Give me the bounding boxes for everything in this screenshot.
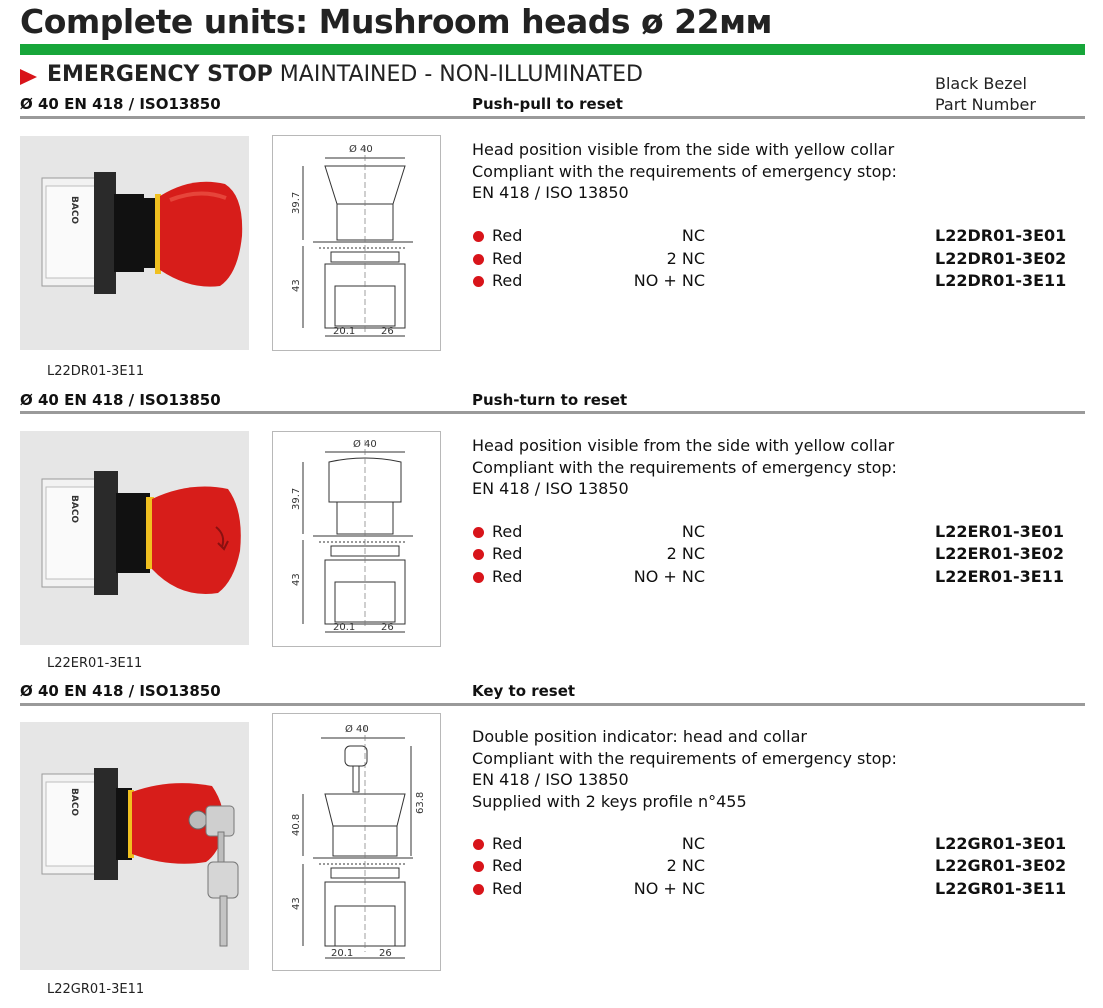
block-3-divider bbox=[20, 703, 1085, 706]
dim-diameter-label: Ø 40 bbox=[345, 724, 369, 735]
description-line: Compliant with the requirements of emergency stop: bbox=[472, 161, 897, 181]
block-1-description bbox=[472, 139, 897, 204]
color-name: Red bbox=[492, 249, 523, 268]
dim-body-height-label: 43 bbox=[291, 573, 302, 586]
description-line: Double position indicator: head and collar bbox=[472, 727, 807, 746]
color-name: Red bbox=[492, 544, 523, 563]
block-2-dimension-drawing bbox=[272, 431, 441, 647]
red-color-dot-icon bbox=[473, 527, 484, 538]
part-number: L22DR01-3E02 bbox=[935, 249, 1067, 268]
description-line: Supplied with 2 keys profile n°455 bbox=[472, 791, 747, 811]
red-color-dot-icon bbox=[473, 254, 484, 265]
push-turn-dimension-diagram bbox=[273, 432, 440, 646]
block-2-reset-type: Push-turn to reset bbox=[472, 391, 628, 409]
contact-config: NC bbox=[681, 522, 705, 541]
title-underline-bar bbox=[20, 44, 1085, 55]
red-color-dot-icon bbox=[473, 861, 484, 872]
part-number: L22GR01-3E01 bbox=[935, 834, 1067, 853]
contact-config: NC bbox=[681, 834, 705, 853]
dim-total-height-label: 63.8 bbox=[415, 791, 426, 814]
product-row bbox=[473, 834, 1073, 856]
block-1-dimension-drawing bbox=[272, 135, 441, 351]
red-color-dot-icon bbox=[473, 572, 484, 583]
description-line: EN 418 / ISO 13850 bbox=[472, 479, 629, 498]
contact-config: NO + NC bbox=[633, 879, 705, 898]
push-pull-dimension-diagram bbox=[273, 136, 440, 350]
description-line: Head position visible from the side with yellow collar bbox=[472, 436, 895, 455]
description-line: Compliant with the requirements of emergency stop: bbox=[472, 748, 897, 768]
dim-head-height-label: 40.8 bbox=[291, 813, 302, 836]
dim-left-width-label: 20.1 bbox=[333, 326, 356, 337]
block-2-divider bbox=[20, 411, 1085, 414]
color-name: Red bbox=[492, 834, 523, 853]
block-3-photo-caption: L22GR01-3E11 bbox=[47, 982, 145, 997]
block-3-reset-type: Key to reset bbox=[472, 682, 576, 700]
contact-config: 2 NC bbox=[666, 856, 705, 875]
dim-right-width-label: 26 bbox=[381, 326, 394, 337]
part-number: L22GR01-3E02 bbox=[935, 856, 1067, 875]
product-row bbox=[473, 856, 1073, 878]
contact-config: 2 NC bbox=[666, 249, 705, 268]
contact-config: NC bbox=[681, 226, 705, 245]
page-title: Complete units: Mushroom heads ø 22мм bbox=[20, 2, 773, 41]
red-color-dot-icon bbox=[473, 549, 484, 560]
dim-left-width-label: 20.1 bbox=[333, 622, 356, 633]
dim-body-height-label: 43 bbox=[291, 279, 302, 292]
block-1-photo-caption: L22DR01-3E11 bbox=[47, 364, 145, 379]
block-3-product-photo bbox=[20, 722, 249, 970]
block-3-description bbox=[472, 726, 897, 812]
product-row bbox=[473, 271, 1073, 293]
part-number: L22GR01-3E11 bbox=[935, 879, 1067, 898]
block-2-subtitle: Ø 40 EN 418 / ISO13850 bbox=[20, 391, 221, 409]
product-row bbox=[473, 522, 1073, 544]
dim-head-height-label: 39.7 bbox=[291, 487, 302, 510]
section-arrow-icon bbox=[20, 69, 37, 85]
product-row bbox=[473, 249, 1073, 271]
contact-config: NO + NC bbox=[633, 567, 705, 586]
section-title-bold: EMERGENCY STOP bbox=[47, 62, 273, 87]
part-number: L22ER01-3E02 bbox=[935, 544, 1064, 563]
color-name: Red bbox=[492, 271, 523, 290]
dim-diameter-label: Ø 40 bbox=[349, 144, 373, 155]
dim-head-height-label: 39.7 bbox=[291, 191, 302, 214]
color-name: Red bbox=[492, 226, 523, 245]
part-number: L22DR01-3E01 bbox=[935, 226, 1067, 245]
section-title-rest: MAINTAINED - NON-ILLUMINATED bbox=[272, 62, 643, 87]
block-3-subtitle: Ø 40 EN 418 / ISO13850 bbox=[20, 682, 221, 700]
block-2-product-photo bbox=[20, 431, 249, 645]
push-turn-button-photo bbox=[20, 431, 249, 645]
description-line: Compliant with the requirements of emergency stop: bbox=[472, 457, 897, 477]
red-color-dot-icon bbox=[473, 231, 484, 242]
color-name: Red bbox=[492, 522, 523, 541]
product-row bbox=[473, 226, 1073, 248]
dim-left-width-label: 20.1 bbox=[331, 948, 354, 959]
block-1-subtitle: Ø 40 EN 418 / ISO13850 bbox=[20, 95, 221, 113]
svg-text:BACO: BACO bbox=[69, 196, 79, 225]
key-reset-dimension-diagram bbox=[273, 714, 440, 970]
contact-config: 2 NC bbox=[666, 544, 705, 563]
description-line: EN 418 / ISO 13850 bbox=[472, 183, 629, 202]
svg-text:BACO: BACO bbox=[69, 788, 79, 817]
section-title bbox=[47, 62, 643, 87]
part-number: L22ER01-3E11 bbox=[935, 567, 1064, 586]
svg-text:BACO: BACO bbox=[69, 495, 79, 524]
red-color-dot-icon bbox=[473, 884, 484, 895]
block-3-dimension-drawing bbox=[272, 713, 441, 971]
product-row bbox=[473, 567, 1073, 589]
dim-right-width-label: 26 bbox=[381, 622, 394, 633]
block-1-reset-type: Push-pull to reset bbox=[472, 95, 623, 113]
description-line: EN 418 / ISO 13850 bbox=[472, 770, 629, 789]
part-number: L22ER01-3E01 bbox=[935, 522, 1064, 541]
description-line: Head position visible from the side with yellow collar bbox=[472, 140, 895, 159]
color-name: Red bbox=[492, 567, 523, 586]
column-header-line2: Part Number bbox=[935, 95, 1036, 114]
color-name: Red bbox=[492, 879, 523, 898]
product-row bbox=[473, 544, 1073, 566]
block-2-photo-caption: L22ER01-3E11 bbox=[47, 656, 143, 671]
contact-config: NO + NC bbox=[633, 271, 705, 290]
block-2-description bbox=[472, 435, 897, 500]
dim-right-width-label: 26 bbox=[379, 948, 392, 959]
red-color-dot-icon bbox=[473, 839, 484, 850]
part-number: L22DR01-3E11 bbox=[935, 271, 1067, 290]
block-1-product-photo bbox=[20, 136, 249, 350]
dim-body-height-label: 43 bbox=[291, 897, 302, 910]
key-reset-button-photo bbox=[20, 722, 249, 970]
part-number-column-header bbox=[935, 73, 1036, 115]
color-name: Red bbox=[492, 856, 523, 875]
push-pull-button-photo bbox=[20, 136, 249, 350]
block-1-divider bbox=[20, 116, 1085, 119]
dim-diameter-label: Ø 40 bbox=[353, 439, 377, 450]
red-color-dot-icon bbox=[473, 276, 484, 287]
column-header-line1: Black Bezel bbox=[935, 74, 1027, 93]
product-row bbox=[473, 879, 1073, 901]
